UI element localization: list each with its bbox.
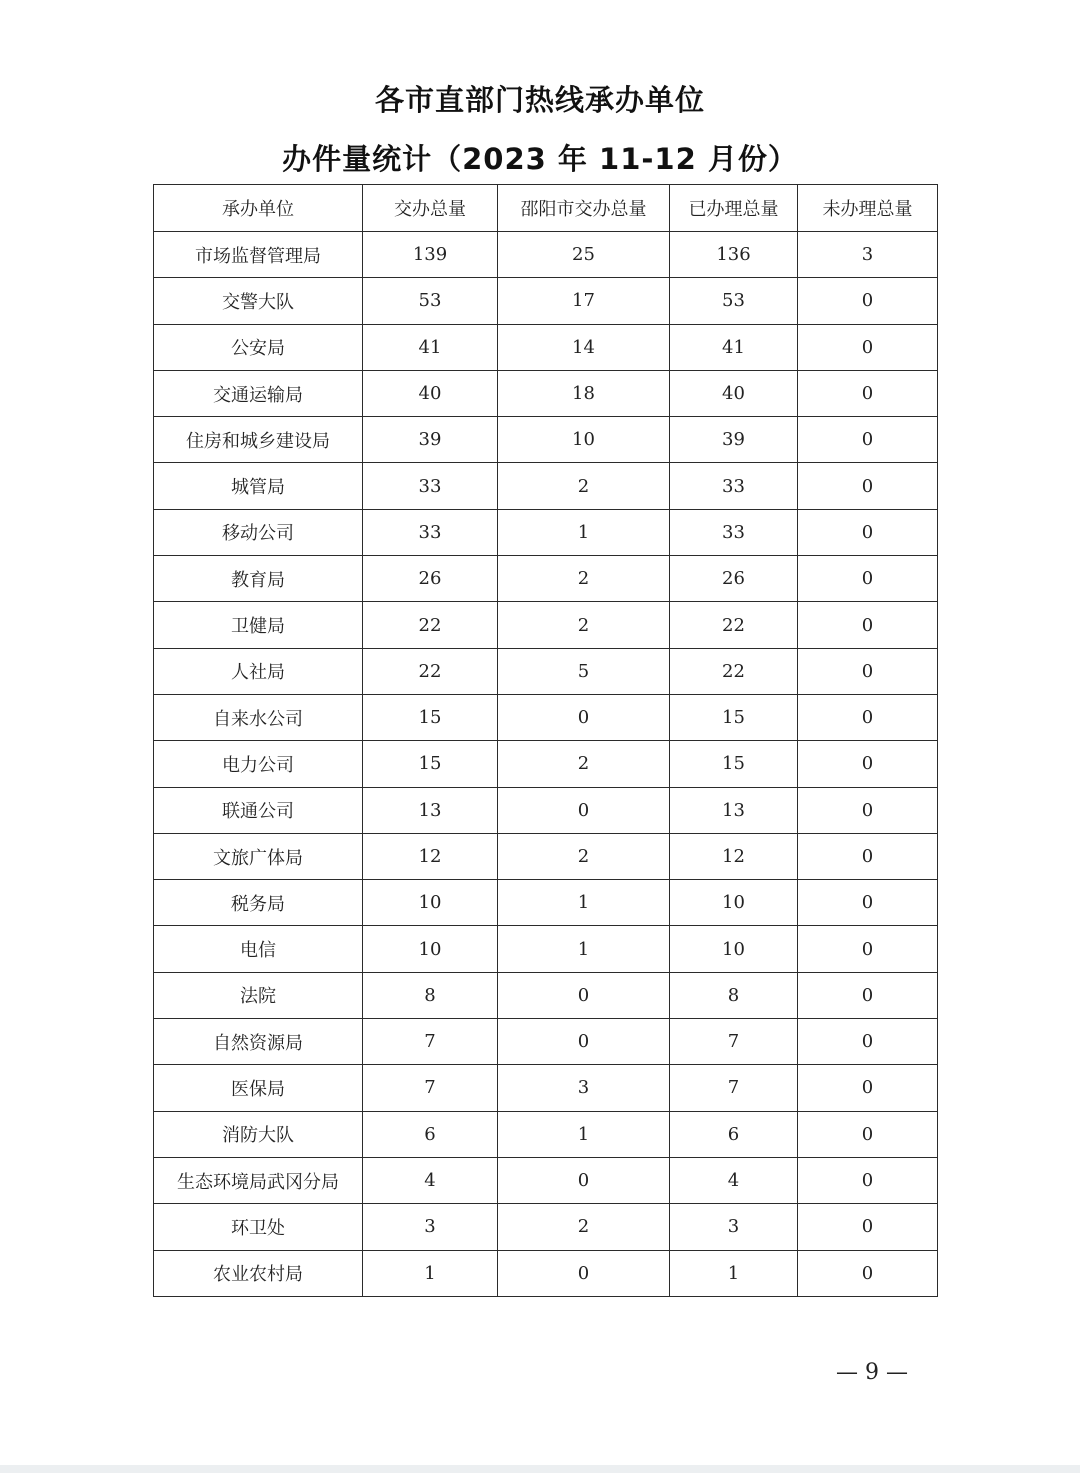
cell-assigned-total: 41 <box>363 324 498 370</box>
cell-unhandled-total: 0 <box>798 509 938 555</box>
cell-shaoyang-assigned-total: 0 <box>498 972 670 1018</box>
cell-handled-total: 15 <box>670 694 798 740</box>
cell-assigned-total: 39 <box>363 417 498 463</box>
statistics-table <box>153 184 938 1297</box>
cell-handled-total: 33 <box>670 509 798 555</box>
cell-handled-total: 53 <box>670 278 798 324</box>
cell-assigned-total: 13 <box>363 787 498 833</box>
cell-shaoyang-assigned-total: 18 <box>498 370 670 416</box>
cell-handled-total: 22 <box>670 648 798 694</box>
cell-unhandled-total: 0 <box>798 602 938 648</box>
cell-shaoyang-assigned-total: 0 <box>498 694 670 740</box>
table-row <box>154 463 938 509</box>
page-bottom-edge <box>0 1465 1080 1473</box>
cell-assigned-total: 139 <box>363 232 498 278</box>
cell-unhandled-total: 0 <box>798 787 938 833</box>
cell-unit: 人社局 <box>154 648 363 694</box>
cell-unit: 公安局 <box>154 324 363 370</box>
cell-shaoyang-assigned-total: 1 <box>498 926 670 972</box>
cell-assigned-total: 7 <box>363 1019 498 1065</box>
cell-unhandled-total: 0 <box>798 1250 938 1296</box>
table-row <box>154 1065 938 1111</box>
table-row <box>154 648 938 694</box>
cell-handled-total: 7 <box>670 1019 798 1065</box>
cell-handled-total: 8 <box>670 972 798 1018</box>
cell-assigned-total: 1 <box>363 1250 498 1296</box>
cell-assigned-total: 10 <box>363 880 498 926</box>
cell-handled-total: 33 <box>670 463 798 509</box>
cell-handled-total: 10 <box>670 926 798 972</box>
cell-unhandled-total: 0 <box>798 1111 938 1157</box>
cell-unit: 教育局 <box>154 556 363 602</box>
cell-shaoyang-assigned-total: 17 <box>498 278 670 324</box>
cell-shaoyang-assigned-total: 1 <box>498 1111 670 1157</box>
cell-unit: 电力公司 <box>154 741 363 787</box>
cell-unit: 市场监督管理局 <box>154 232 363 278</box>
cell-handled-total: 40 <box>670 370 798 416</box>
cell-unit: 联通公司 <box>154 787 363 833</box>
cell-shaoyang-assigned-total: 0 <box>498 1250 670 1296</box>
cell-shaoyang-assigned-total: 2 <box>498 463 670 509</box>
cell-assigned-total: 4 <box>363 1157 498 1203</box>
cell-unhandled-total: 0 <box>798 463 938 509</box>
header-handled-total: 已办理总量 <box>670 185 798 232</box>
cell-unit: 交警大队 <box>154 278 363 324</box>
cell-unit: 税务局 <box>154 880 363 926</box>
cell-assigned-total: 53 <box>363 278 498 324</box>
header-unit: 承办单位 <box>154 185 363 232</box>
cell-shaoyang-assigned-total: 3 <box>498 1065 670 1111</box>
cell-handled-total: 4 <box>670 1157 798 1203</box>
table-row <box>154 232 938 278</box>
cell-assigned-total: 33 <box>363 463 498 509</box>
table-row <box>154 509 938 555</box>
cell-unit: 自来水公司 <box>154 694 363 740</box>
cell-unit: 环卫处 <box>154 1204 363 1250</box>
cell-shaoyang-assigned-total: 0 <box>498 787 670 833</box>
cell-unit: 交通运输局 <box>154 370 363 416</box>
cell-assigned-total: 6 <box>363 1111 498 1157</box>
cell-unhandled-total: 0 <box>798 1157 938 1203</box>
cell-handled-total: 12 <box>670 833 798 879</box>
cell-assigned-total: 15 <box>363 694 498 740</box>
cell-shaoyang-assigned-total: 5 <box>498 648 670 694</box>
table-row <box>154 1019 938 1065</box>
document-title-line-2: 办件量统计（2023 年 11-12 月份） <box>282 142 798 176</box>
table-header-row <box>154 185 938 232</box>
table-row <box>154 880 938 926</box>
cell-handled-total: 6 <box>670 1111 798 1157</box>
table-row <box>154 1111 938 1157</box>
header-shaoyang-assigned-total: 邵阳市交办总量 <box>498 185 670 232</box>
cell-shaoyang-assigned-total: 2 <box>498 741 670 787</box>
cell-assigned-total: 8 <box>363 972 498 1018</box>
cell-unit: 医保局 <box>154 1065 363 1111</box>
cell-unit: 文旅广体局 <box>154 833 363 879</box>
cell-shaoyang-assigned-total: 0 <box>498 1019 670 1065</box>
table-row <box>154 787 938 833</box>
cell-shaoyang-assigned-total: 2 <box>498 556 670 602</box>
cell-unhandled-total: 0 <box>798 278 938 324</box>
cell-unit: 电信 <box>154 926 363 972</box>
cell-handled-total: 7 <box>670 1065 798 1111</box>
cell-unhandled-total: 0 <box>798 370 938 416</box>
table-row <box>154 278 938 324</box>
cell-unhandled-total: 0 <box>798 694 938 740</box>
table-row <box>154 741 938 787</box>
cell-unit: 消防大队 <box>154 1111 363 1157</box>
cell-unhandled-total: 0 <box>798 972 938 1018</box>
cell-unhandled-total: 0 <box>798 417 938 463</box>
cell-shaoyang-assigned-total: 14 <box>498 324 670 370</box>
table-row <box>154 972 938 1018</box>
table-row <box>154 694 938 740</box>
cell-handled-total: 3 <box>670 1204 798 1250</box>
cell-unhandled-total: 0 <box>798 1019 938 1065</box>
cell-unhandled-total: 0 <box>798 556 938 602</box>
cell-unhandled-total: 0 <box>798 926 938 972</box>
table-row <box>154 556 938 602</box>
cell-assigned-total: 7 <box>363 1065 498 1111</box>
cell-shaoyang-assigned-total: 25 <box>498 232 670 278</box>
cell-unhandled-total: 0 <box>798 833 938 879</box>
cell-unit: 卫健局 <box>154 602 363 648</box>
cell-shaoyang-assigned-total: 2 <box>498 1204 670 1250</box>
cell-handled-total: 26 <box>670 556 798 602</box>
header-assigned-total: 交办总量 <box>363 185 498 232</box>
cell-unit: 住房和城乡建设局 <box>154 417 363 463</box>
table-row <box>154 926 938 972</box>
header-unhandled-total: 未办理总量 <box>798 185 938 232</box>
cell-shaoyang-assigned-total: 2 <box>498 833 670 879</box>
table-body <box>154 232 938 1297</box>
cell-unhandled-total: 0 <box>798 880 938 926</box>
table-row <box>154 1250 938 1296</box>
table-row <box>154 602 938 648</box>
cell-handled-total: 41 <box>670 324 798 370</box>
cell-assigned-total: 12 <box>363 833 498 879</box>
cell-assigned-total: 33 <box>363 509 498 555</box>
cell-unhandled-total: 0 <box>798 741 938 787</box>
cell-assigned-total: 22 <box>363 602 498 648</box>
cell-unhandled-total: 3 <box>798 232 938 278</box>
cell-shaoyang-assigned-total: 1 <box>498 509 670 555</box>
cell-shaoyang-assigned-total: 1 <box>498 880 670 926</box>
cell-unhandled-total: 0 <box>798 324 938 370</box>
cell-handled-total: 22 <box>670 602 798 648</box>
cell-handled-total: 136 <box>670 232 798 278</box>
cell-unit: 移动公司 <box>154 509 363 555</box>
table-row <box>154 417 938 463</box>
cell-assigned-total: 3 <box>363 1204 498 1250</box>
cell-handled-total: 10 <box>670 880 798 926</box>
table-row <box>154 1204 938 1250</box>
page-number: — 9 — <box>836 1360 908 1385</box>
cell-assigned-total: 40 <box>363 370 498 416</box>
cell-unhandled-total: 0 <box>798 1204 938 1250</box>
cell-assigned-total: 26 <box>363 556 498 602</box>
cell-handled-total: 15 <box>670 741 798 787</box>
cell-unhandled-total: 0 <box>798 648 938 694</box>
cell-assigned-total: 15 <box>363 741 498 787</box>
cell-unhandled-total: 0 <box>798 1065 938 1111</box>
table-row <box>154 370 938 416</box>
cell-unit: 自然资源局 <box>154 1019 363 1065</box>
cell-handled-total: 13 <box>670 787 798 833</box>
cell-unit: 生态环境局武冈分局 <box>154 1157 363 1203</box>
cell-assigned-total: 22 <box>363 648 498 694</box>
cell-shaoyang-assigned-total: 0 <box>498 1157 670 1203</box>
cell-shaoyang-assigned-total: 10 <box>498 417 670 463</box>
cell-unit: 法院 <box>154 972 363 1018</box>
table-row <box>154 1157 938 1203</box>
table-row <box>154 833 938 879</box>
cell-shaoyang-assigned-total: 2 <box>498 602 670 648</box>
cell-unit: 农业农村局 <box>154 1250 363 1296</box>
cell-assigned-total: 10 <box>363 926 498 972</box>
document-title-line-1: 各市直部门热线承办单位 <box>374 83 705 117</box>
cell-handled-total: 1 <box>670 1250 798 1296</box>
cell-unit: 城管局 <box>154 463 363 509</box>
table-row <box>154 324 938 370</box>
cell-handled-total: 39 <box>670 417 798 463</box>
